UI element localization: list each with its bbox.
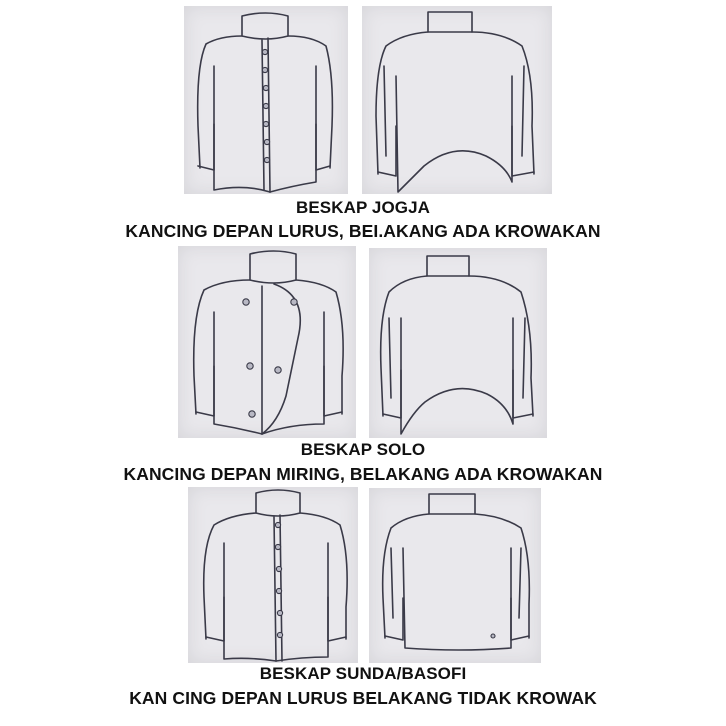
jacket-back-with-cutout-drawing: [369, 248, 547, 438]
sunda-title: BESKAP SUNDA/BASOFI: [259, 664, 467, 683]
sunda-back-sketch: [369, 488, 541, 663]
sunda-front-sketch: [188, 487, 358, 663]
jacket-front-straight-buttons-drawing: [184, 6, 348, 194]
solo-front-sketch: [178, 246, 356, 438]
jacket-front-diagonal-buttons-drawing: [178, 246, 356, 438]
solo-title: BESKAP SOLO: [300, 440, 426, 459]
jogja-subtitle: KANCING DEPAN LURUS, BEI.AKANG ADA KROWAKAN: [125, 221, 601, 241]
jacket-front-straight-buttons-drawing: [188, 487, 358, 663]
sunda-subtitle: KAN CING DEPAN LURUS BELAKANG TIDAK KROWAK: [129, 688, 597, 708]
jogja-title: BESKAP JOGJA: [295, 198, 431, 217]
jacket-back-no-cutout-drawing: [369, 488, 541, 663]
solo-subtitle: KANCING DEPAN MIRING, BELAKANG ADA KROWAKAN: [123, 464, 603, 484]
jogja-back-sketch: [362, 6, 552, 194]
jogja-front-sketch: [184, 6, 348, 194]
jacket-back-with-cutout-drawing: [362, 6, 552, 194]
solo-back-sketch: [369, 248, 547, 438]
